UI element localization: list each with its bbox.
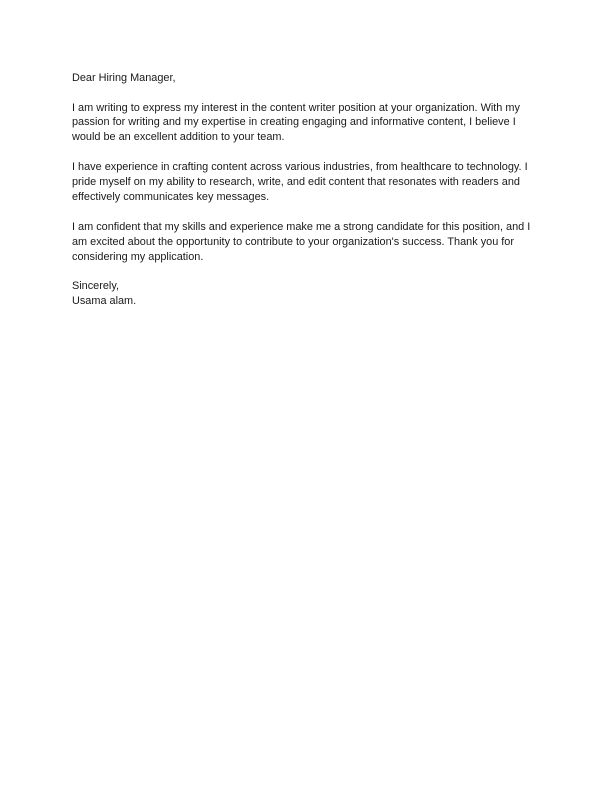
signature-name: Usama alam. bbox=[72, 295, 137, 308]
body-paragraph-1 bbox=[72, 101, 542, 146]
paragraph-line: would be an excellent addition to your team. bbox=[72, 131, 285, 144]
paragraph-line: passion for writing and my expertise in creating engaging and informative content, I believe I bbox=[72, 116, 516, 129]
paragraph-line: effectively communicates key messages. bbox=[72, 190, 270, 203]
body-paragraph-3 bbox=[72, 220, 542, 265]
closing-block bbox=[72, 279, 542, 309]
paragraph-line: I am confident that my skills and experience make me a strong candidate for this position, and I bbox=[72, 220, 531, 233]
paragraph-line: pride myself on my ability to research, write, and edit content that resonates with readers and bbox=[72, 176, 520, 189]
paragraph-line: I am writing to express my interest in the content writer position at your organization. With my bbox=[72, 101, 520, 114]
paragraph-line: I have experience in crafting content across various industries, from healthcare to technology. I bbox=[72, 161, 528, 174]
cover-letter bbox=[72, 71, 542, 309]
body-paragraph-2 bbox=[72, 160, 542, 205]
paragraph-line: considering my application. bbox=[72, 250, 204, 263]
greeting: Dear Hiring Manager, bbox=[72, 72, 176, 84]
closing: Sincerely, bbox=[72, 280, 120, 293]
paragraph-line: am excited about the opportunity to contribute to your organization's success. Thank you for bbox=[72, 235, 514, 248]
